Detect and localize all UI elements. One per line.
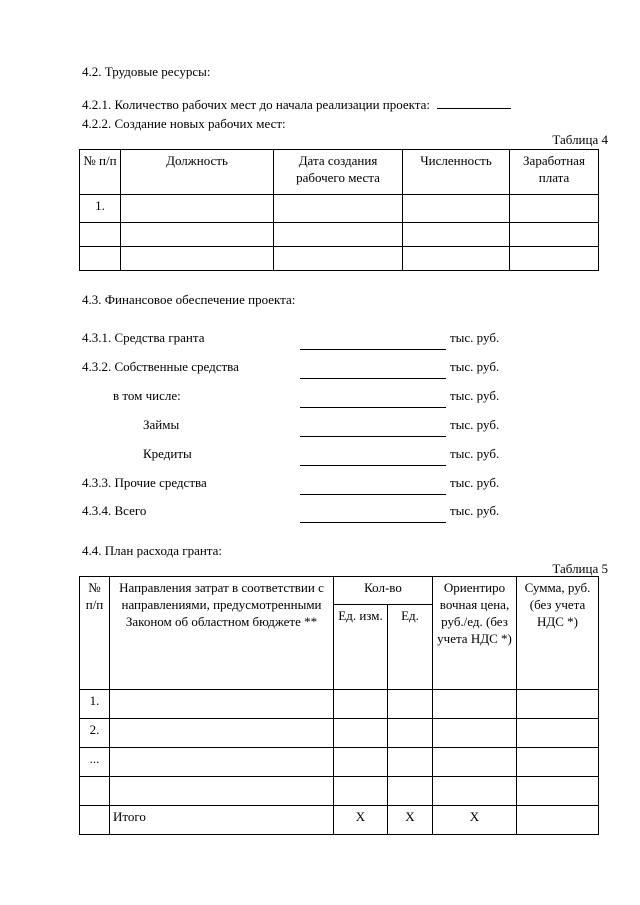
table-cell[interactable]	[433, 690, 517, 719]
table-cell[interactable]	[80, 777, 110, 806]
finance-item-label: Кредиты	[143, 446, 192, 461]
table-cell[interactable]	[121, 247, 274, 271]
table-cell: Х	[433, 806, 517, 835]
table-cell[interactable]	[517, 777, 599, 806]
table-5-header-num: № п/п	[80, 577, 110, 690]
table-cell[interactable]	[110, 690, 334, 719]
table-4	[79, 149, 599, 271]
table-cell[interactable]	[517, 690, 599, 719]
finance-item-unit: тыс. руб.	[450, 359, 500, 374]
finance-item-blank[interactable]	[300, 522, 446, 523]
table-4-header-cell: № п/п	[80, 150, 121, 195]
table-5-header-price: Ориентиро вочная цена, руб./ед. (без учета НДС *)	[433, 577, 517, 690]
finance-item-unit: тыс. руб.	[450, 503, 500, 518]
table-cell[interactable]: 1.	[80, 690, 110, 719]
table-4-header-cell: Численность	[403, 150, 510, 195]
table-cell[interactable]	[274, 223, 403, 247]
table-cell[interactable]	[121, 223, 274, 247]
table-5-header-qty: Кол-во	[334, 577, 433, 605]
table-cell[interactable]	[517, 719, 599, 748]
finance-item-label: 4.3.2. Собственные средства	[82, 359, 239, 374]
finance-item-label: 4.3.4. Всего	[82, 503, 147, 518]
section-4-2-heading: 4.2. Трудовые ресурсы:	[82, 64, 211, 79]
finance-item-label: 4.3.1. Средства гранта	[82, 330, 205, 345]
table-cell[interactable]	[274, 195, 403, 223]
line-4-2-1	[82, 97, 511, 113]
line-4-2-1-blank[interactable]	[437, 97, 511, 109]
table-4-caption: Таблица 4	[552, 132, 608, 147]
finance-item-label: в том числе:	[113, 388, 181, 403]
table-cell[interactable]	[517, 748, 599, 777]
table-cell[interactable]	[110, 748, 334, 777]
table-cell[interactable]	[510, 195, 599, 223]
section-4-3-heading: 4.3. Финансовое обеспечение проекта:	[82, 292, 296, 307]
table-cell[interactable]	[274, 247, 403, 271]
table-cell[interactable]: 1.	[80, 195, 121, 223]
finance-item-blank[interactable]	[300, 407, 446, 408]
table-4-header-cell: Должность	[121, 150, 274, 195]
table-cell[interactable]	[334, 690, 388, 719]
table-cell[interactable]	[80, 247, 121, 271]
table-cell[interactable]	[403, 195, 510, 223]
finance-item-unit: тыс. руб.	[450, 388, 500, 403]
table-cell[interactable]	[388, 748, 433, 777]
table-row	[80, 223, 599, 247]
finance-item-blank[interactable]	[300, 436, 446, 437]
table-cell[interactable]	[388, 719, 433, 748]
table-cell[interactable]	[110, 777, 334, 806]
table-5	[79, 576, 599, 835]
table-cell: Х	[334, 806, 388, 835]
finance-item-label: Займы	[143, 417, 180, 432]
finance-item-blank[interactable]	[300, 494, 446, 495]
table-cell[interactable]	[403, 247, 510, 271]
table-4-header-cell: Дата создания рабочего места	[274, 150, 403, 195]
table-cell[interactable]	[433, 748, 517, 777]
line-4-2-2: 4.2.2. Создание новых рабочих мест:	[82, 116, 286, 131]
table-cell[interactable]	[121, 195, 274, 223]
finance-item-blank[interactable]	[300, 378, 446, 379]
section-4-4-heading: 4.4. План расхода гранта:	[82, 543, 223, 558]
table-5-header-unit: Ед.	[388, 605, 433, 690]
table-cell[interactable]: 2.	[80, 719, 110, 748]
table-cell[interactable]	[517, 806, 599, 835]
table-row	[80, 690, 599, 719]
table-cell[interactable]	[433, 777, 517, 806]
line-4-2-1-label: 4.2.1. Количество рабочих мест до начала реализации проекта:	[82, 97, 431, 112]
table-cell[interactable]	[433, 719, 517, 748]
table-total-row	[80, 806, 599, 835]
table-5-header-unit-measure: Ед. изм.	[334, 605, 388, 690]
table-cell[interactable]	[388, 777, 433, 806]
finance-item-unit: тыс. руб.	[450, 417, 500, 432]
table-cell[interactable]	[510, 247, 599, 271]
finance-item-blank[interactable]	[300, 465, 446, 466]
table-cell[interactable]: ...	[80, 748, 110, 777]
table-row	[80, 777, 599, 806]
finance-item-blank[interactable]	[300, 349, 446, 350]
table-cell[interactable]	[334, 719, 388, 748]
table-cell[interactable]	[80, 223, 121, 247]
finance-item-unit: тыс. руб.	[450, 330, 500, 345]
table-5-caption: Таблица 5	[552, 561, 608, 576]
table-cell[interactable]	[334, 777, 388, 806]
table-5-header-direction: Направления затрат в соответствии с направлениями, предусмотренными Законом об областном бюджете **	[110, 577, 334, 690]
table-row	[80, 748, 599, 777]
table-row	[80, 195, 599, 223]
table-row	[80, 247, 599, 271]
table-cell[interactable]	[80, 806, 110, 835]
finance-item-unit: тыс. руб.	[450, 446, 500, 461]
finance-item-label: 4.3.3. Прочие средства	[82, 475, 207, 490]
table-cell[interactable]	[110, 719, 334, 748]
table-4-header-cell: Заработная плата	[510, 150, 599, 195]
table-cell[interactable]	[334, 748, 388, 777]
table-cell: Х	[388, 806, 433, 835]
finance-item-unit: тыс. руб.	[450, 475, 500, 490]
total-label: Итого	[110, 806, 334, 835]
table-5-header-sum: Сумма, руб. (без учета НДС *)	[517, 577, 599, 690]
table-cell[interactable]	[388, 690, 433, 719]
table-row	[80, 719, 599, 748]
table-cell[interactable]	[403, 223, 510, 247]
table-cell[interactable]	[510, 223, 599, 247]
